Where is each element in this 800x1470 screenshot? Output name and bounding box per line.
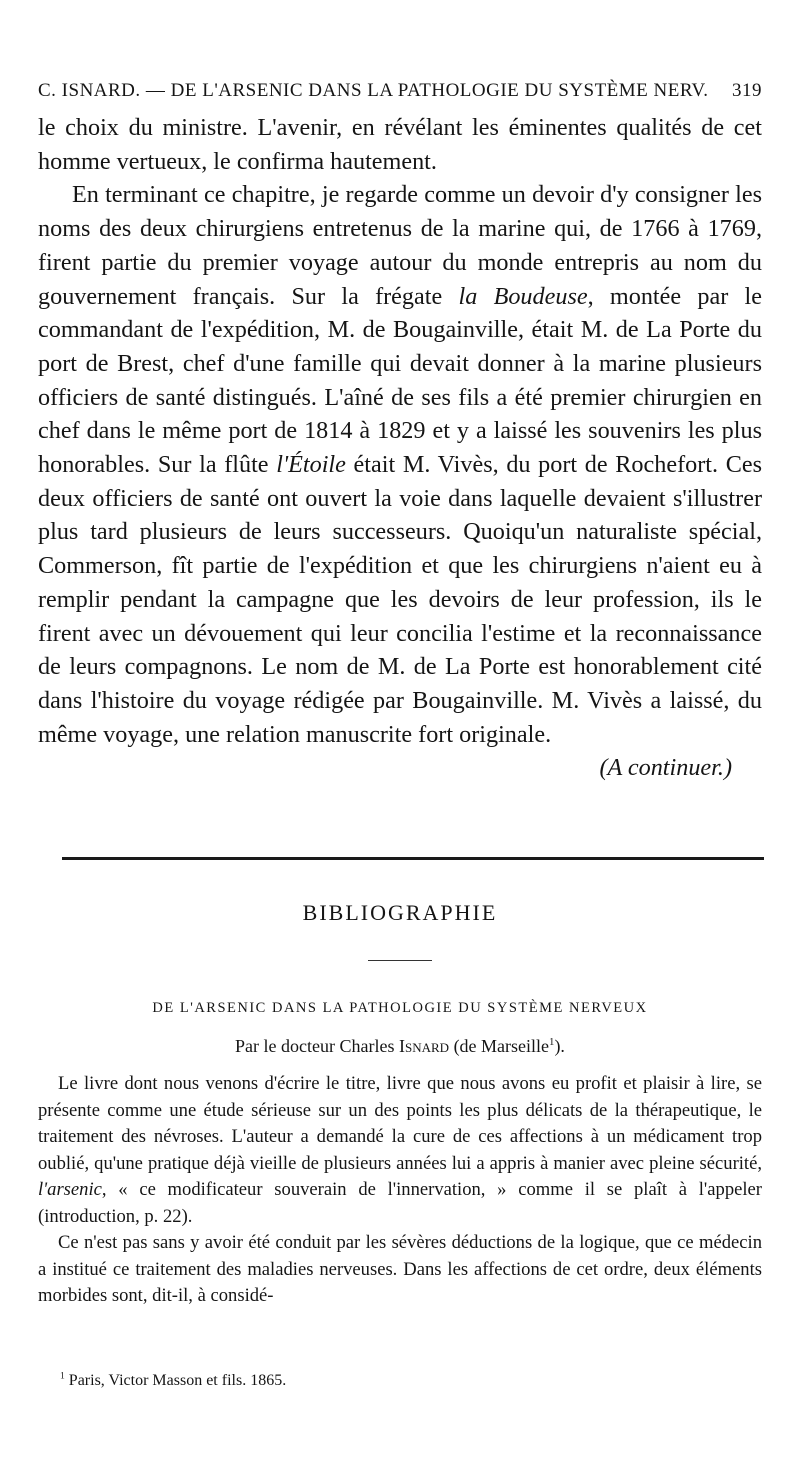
section-title: BIBLIOGRAPHIE (302, 900, 498, 925)
text-run: , montée par le commandant de l'expédition, M. de Bougainville, était M. de La Porte du port de Brest, chef d'une famille qui devait donner à la marine plusieurs officiers de santé distingués. L'aîné de ses fils a été premier chirurgien en chef dans le même port de 1814 à 1829 et y a laissé les souvenirs les plus honorables. Sur la flûte (38, 282, 762, 479)
byline-prefix: Par le docteur Charles (235, 1036, 399, 1056)
section-divider (62, 857, 764, 860)
footnote-number: 1 (60, 1370, 65, 1382)
article-paragraph-1: le choix du ministre. L'avenir, en révélant les éminentes qualités de cet homme vertueux, le confirma hautement. (38, 114, 762, 175)
footnote (60, 1372, 762, 1390)
byline-close: ). (554, 1036, 565, 1056)
review-text (38, 1071, 762, 1310)
running-head (38, 80, 762, 102)
running-title: C. ISNARD. — DE L'ARSENIC DANS LA PATHOLOGIE DU SYSTÈME NERV. (38, 80, 709, 101)
text-run: Le livre dont nous venons d'écrire le titre, livre que nous avons eu profit et plaisir à lire, se présente comme une étude sérieuse sur un des points les plus délicats de la thérapeutique, le traitement des névroses. L'auteur a demandé la cure de ces affections à un médicament trop oublié, qu'une pratique déjà vieille de plusieurs années lui a appris à manier avec pleine sécurité, (38, 1073, 762, 1174)
continuation-note: (A continuer.) (599, 754, 732, 782)
article-text (38, 111, 762, 785)
text-run: était M. Vivès, du port de Rochefort. Ces deux officiers de santé ont ouvert la voie dans laquelle devaient s'illustrer plus tard plusieurs de leurs successeurs. Quoiqu'un naturaliste spécial, Commerson, fît partie de l'expédition et que les chirurgiens n'aient eu à remplir pendant la campagne que les devoirs de leur profession, ils le firent avec un dévouement qui leur concilia l'estime et la reconnaissance de leurs compagnons. Le nom de M. de La Porte est honorablement cité dans l'histoire du voyage rédigée par Bougainville. M. Vivès a laissé, du même voyage, une relation manuscrite fort originale. (38, 451, 762, 748)
ship-name-boudeuse: la Boudeuse (458, 282, 588, 310)
review-title: DE L'ARSENIC DANS LA PATHOLOGIE DU SYSTÈME NERVEUX (152, 1000, 648, 1016)
author-name: Isnard (399, 1036, 450, 1056)
review-paragraph-2: Ce n'est pas sans y avoir été conduit par les sévères déductions de la logique, que ce médecin a institué ce traitement des maladies nerveuses. Dans les affections de cet ordre, deux éléments morbides sont, dit-il, à considé- (38, 1232, 762, 1306)
ship-name-etoile: l'Étoile (276, 451, 346, 479)
byline (0, 1036, 800, 1057)
text-run: En terminant ce chapitre, je regarde comme un devoir d'y consigner les noms des deux chirurgiens entretenus de la marine qui, de 1766 à 1769, firent partie du premier voyage autour du monde entrepris au nom du gouvernement français. Sur la frégate (38, 181, 762, 310)
footnote-text: Paris, Victor Masson et fils. 1865. (64, 1372, 287, 1389)
article-paragraph-2 (38, 178, 762, 751)
italic-term: l'arsenic (38, 1179, 102, 1200)
review-paragraph-1 (38, 1071, 762, 1230)
footnote-mark: 1 (549, 1036, 555, 1048)
title-rule (368, 960, 432, 961)
text-run: , « ce modificateur souverain de l'innervation, » comme il se plaît à l'appeler (introduction, p. 22). (38, 1179, 762, 1227)
byline-place: (de Marseille (449, 1036, 550, 1056)
page-number: 319 (732, 80, 762, 101)
